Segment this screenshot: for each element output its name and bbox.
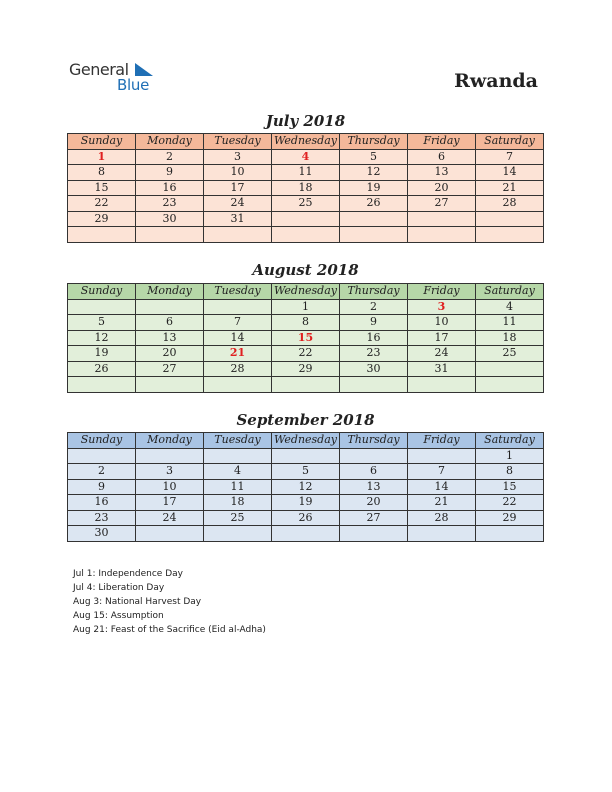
weekday-thursday: Thursday [340,433,408,449]
day-cell: 30 [136,211,204,227]
day-cell: 21 [476,180,544,196]
day-cell: 18 [204,495,272,511]
weekday-sunday: Sunday [68,433,136,449]
day-cell: 1 [68,149,136,165]
day-cell: 14 [408,479,476,495]
day-cell: 18 [272,180,340,196]
weekday-wednesday: Wednesday [272,433,340,449]
week-row [68,211,544,227]
day-cell: 16 [340,330,408,346]
weekday-tuesday: Tuesday [204,433,272,449]
day-cell: 27 [408,196,476,212]
day-cell: 27 [340,510,408,526]
day-cell: 6 [136,315,204,331]
calendar-august [67,283,544,393]
day-cell: 23 [340,346,408,362]
day-cell: 20 [136,346,204,362]
day-cell: 25 [272,196,340,212]
day-cell [68,377,136,393]
weekday-monday: Monday [136,433,204,449]
day-cell [340,377,408,393]
day-cell: 17 [408,330,476,346]
day-cell: 1 [476,448,544,464]
month-title-july: July 2018 [265,112,346,130]
day-cell: 29 [476,510,544,526]
week-row [68,361,544,377]
day-cell: 16 [136,180,204,196]
day-cell [136,299,204,315]
week-row [68,227,544,243]
week-row [68,448,544,464]
day-cell: 10 [408,315,476,331]
logo-text-general: General [69,60,129,79]
day-cell: 9 [340,315,408,331]
weekday-saturday: Saturday [476,284,544,300]
day-cell [136,227,204,243]
week-row [68,510,544,526]
day-cell: 13 [136,330,204,346]
day-cell: 28 [408,510,476,526]
weekday-tuesday: Tuesday [204,284,272,300]
week-row [68,299,544,315]
day-cell [136,377,204,393]
day-cell: 3 [136,464,204,480]
weekday-tuesday: Tuesday [204,134,272,150]
day-cell [272,377,340,393]
day-cell: 4 [272,149,340,165]
day-cell [204,377,272,393]
day-cell: 17 [136,495,204,511]
weekday-saturday: Saturday [476,433,544,449]
week-row [68,165,544,181]
week-row [68,315,544,331]
day-cell: 15 [68,180,136,196]
day-cell: 8 [476,464,544,480]
day-cell: 2 [136,149,204,165]
day-cell: 5 [272,464,340,480]
day-cell: 6 [340,464,408,480]
day-cell: 8 [272,315,340,331]
day-cell: 22 [476,495,544,511]
day-cell [408,526,476,542]
day-cell: 11 [204,479,272,495]
day-cell: 8 [68,165,136,181]
day-cell: 15 [476,479,544,495]
day-cell: 11 [476,315,544,331]
holiday-note: Aug 15: Assumption [73,611,164,621]
day-cell: 7 [408,464,476,480]
day-cell [68,227,136,243]
day-cell: 24 [408,346,476,362]
week-row [68,149,544,165]
day-cell: 19 [272,495,340,511]
day-cell [204,299,272,315]
day-cell: 29 [272,361,340,377]
weekday-saturday: Saturday [476,134,544,150]
holiday-note: Aug 21: Feast of the Sacrifice (Eid al-Adha) [73,625,266,635]
day-cell: 22 [272,346,340,362]
week-row [68,464,544,480]
day-cell [340,526,408,542]
day-cell: 2 [340,299,408,315]
week-row [68,346,544,362]
day-cell [408,448,476,464]
calendar-july [67,133,544,243]
day-cell: 12 [340,165,408,181]
day-cell: 20 [340,495,408,511]
day-cell [340,227,408,243]
day-cell [272,227,340,243]
day-cell: 26 [340,196,408,212]
day-cell [408,227,476,243]
weekday-thursday: Thursday [340,284,408,300]
day-cell: 9 [136,165,204,181]
weekday-sunday: Sunday [68,284,136,300]
holiday-note: Aug 3: National Harvest Day [73,597,202,607]
weekday-thursday: Thursday [340,134,408,150]
day-cell: 1 [272,299,340,315]
day-cell: 5 [68,315,136,331]
month-title-september: September 2018 [236,411,375,429]
day-cell: 25 [204,510,272,526]
day-cell: 30 [68,526,136,542]
day-cell: 14 [204,330,272,346]
day-cell: 29 [68,211,136,227]
day-cell: 16 [68,495,136,511]
day-cell: 15 [272,330,340,346]
day-cell: 3 [204,149,272,165]
week-row [68,196,544,212]
day-cell: 21 [408,495,476,511]
day-cell [476,377,544,393]
day-cell: 26 [68,361,136,377]
day-cell: 21 [204,346,272,362]
day-cell: 23 [68,510,136,526]
day-cell [476,361,544,377]
day-cell [68,299,136,315]
week-row [68,377,544,393]
holiday-note: Jul 1: Independence Day [73,569,183,579]
week-row [68,330,544,346]
weekday-header-row [68,284,544,300]
day-cell: 17 [204,180,272,196]
day-cell: 18 [476,330,544,346]
day-cell [476,526,544,542]
day-cell: 13 [340,479,408,495]
day-cell [136,448,204,464]
weekday-header-row [68,134,544,150]
country-title: Rwanda [454,70,538,92]
weekday-sunday: Sunday [68,134,136,150]
weekday-monday: Monday [136,134,204,150]
day-cell: 31 [204,211,272,227]
day-cell: 22 [68,196,136,212]
day-cell: 10 [204,165,272,181]
day-cell: 19 [68,346,136,362]
day-cell: 14 [476,165,544,181]
day-cell: 27 [136,361,204,377]
week-row [68,479,544,495]
weekday-wednesday: Wednesday [272,284,340,300]
day-cell [272,448,340,464]
day-cell: 12 [272,479,340,495]
weekday-monday: Monday [136,284,204,300]
holiday-note: Jul 4: Liberation Day [73,583,165,593]
general-blue-logo [69,60,169,96]
weekday-friday: Friday [408,433,476,449]
day-cell: 19 [340,180,408,196]
weekday-friday: Friday [408,134,476,150]
day-cell: 7 [204,315,272,331]
calendar-september [67,432,544,542]
day-cell: 5 [340,149,408,165]
day-cell [136,526,204,542]
day-cell: 6 [408,149,476,165]
week-row [68,180,544,196]
day-cell: 25 [476,346,544,362]
day-cell: 7 [476,149,544,165]
day-cell: 4 [204,464,272,480]
day-cell [204,448,272,464]
day-cell [476,211,544,227]
day-cell [408,211,476,227]
day-cell: 26 [272,510,340,526]
month-title-august: August 2018 [252,261,359,279]
weekday-wednesday: Wednesday [272,134,340,150]
day-cell: 23 [136,196,204,212]
day-cell [204,526,272,542]
day-cell [68,448,136,464]
day-cell: 28 [476,196,544,212]
weekday-header-row [68,433,544,449]
day-cell: 13 [408,165,476,181]
day-cell: 31 [408,361,476,377]
day-cell: 20 [408,180,476,196]
day-cell [340,211,408,227]
day-cell: 3 [408,299,476,315]
day-cell [204,227,272,243]
day-cell: 28 [204,361,272,377]
week-row [68,495,544,511]
day-cell [272,526,340,542]
day-cell [408,377,476,393]
logo-text-blue: Blue [117,76,149,94]
day-cell [340,448,408,464]
day-cell: 30 [340,361,408,377]
day-cell: 12 [68,330,136,346]
weekday-friday: Friday [408,284,476,300]
day-cell [272,211,340,227]
week-row [68,526,544,542]
day-cell: 24 [136,510,204,526]
day-cell: 10 [136,479,204,495]
day-cell: 24 [204,196,272,212]
day-cell: 9 [68,479,136,495]
day-cell [476,227,544,243]
holiday-notes [73,567,266,637]
day-cell: 4 [476,299,544,315]
logo-triangle-icon [135,63,153,77]
day-cell: 2 [68,464,136,480]
day-cell: 11 [272,165,340,181]
